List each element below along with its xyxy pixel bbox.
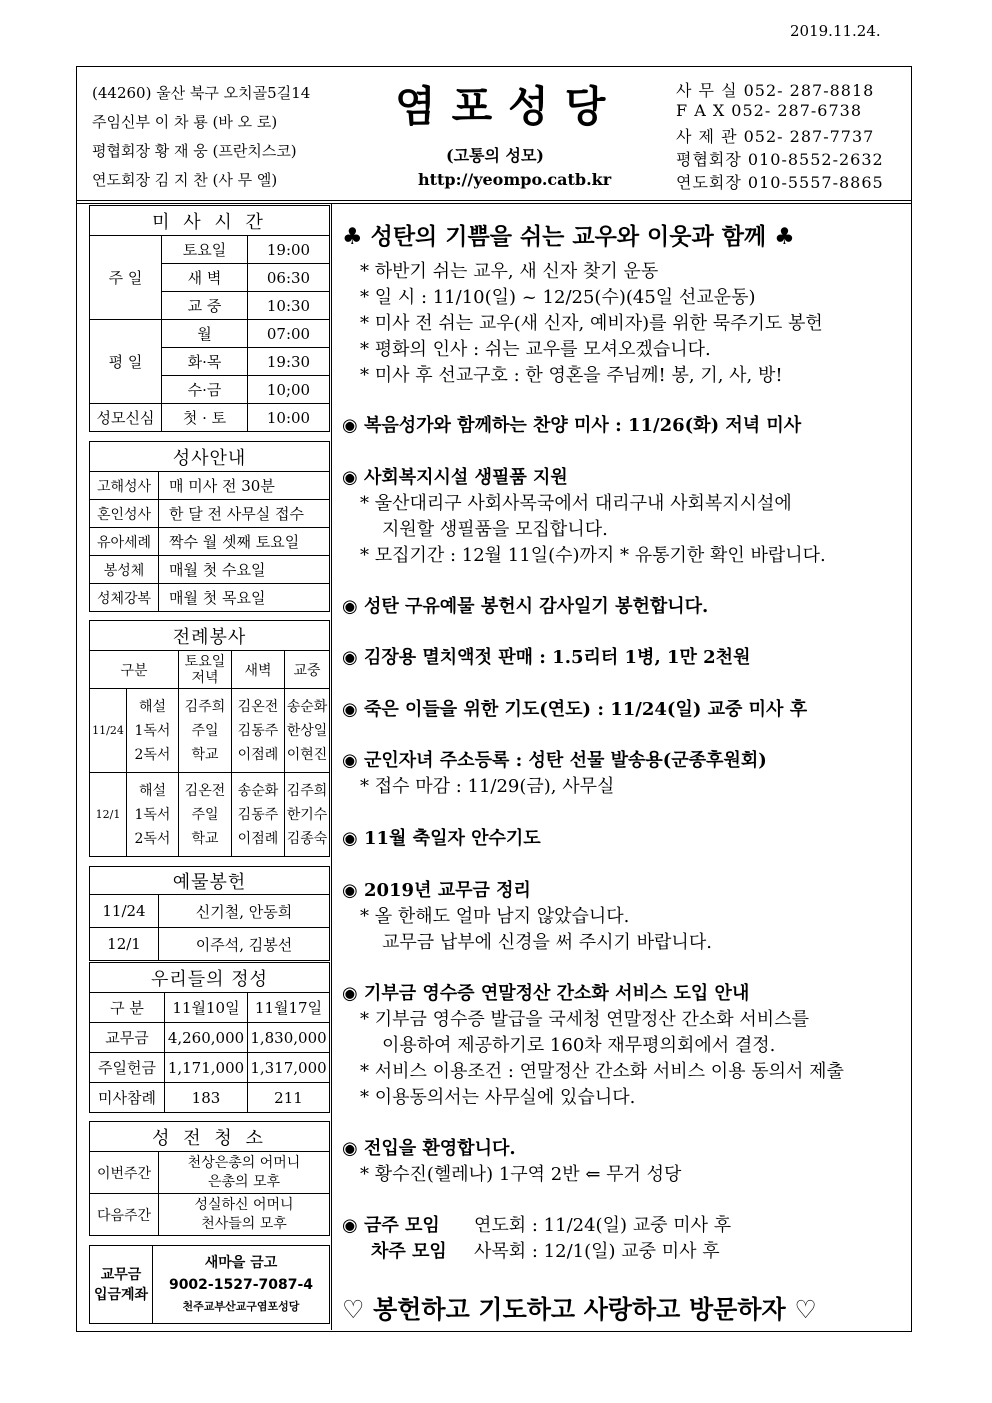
notice-line: * 접수 마감 : 11/29(금), 사무실: [360, 776, 615, 797]
contact-yeondo: 연도회장 010-5557-8865: [676, 173, 884, 192]
notice-meeting-next-week-text: 사목회 : 12/1(일) 교중 미사 후: [474, 1241, 720, 1262]
contact-council: 평협회장 010-8552-2632: [676, 150, 884, 169]
cleaning-week: 이번주간: [90, 1152, 159, 1194]
finance-value: 1,171,000: [165, 1053, 248, 1083]
server: 이점례: [237, 830, 279, 847]
role: 2독서: [134, 746, 171, 763]
mass-times-title: 미 사 시 간: [90, 206, 330, 236]
finance-head: 구 분: [90, 993, 165, 1023]
cleaning-table: [89, 1121, 330, 1236]
sacrament-name: 유아세례: [90, 528, 159, 556]
contact-fax: F A X 052- 287-6738: [676, 101, 862, 120]
finance-value: 183: [165, 1083, 248, 1113]
yeondo-president: 연도회장 김 지 찬 (사 무 엘): [92, 171, 278, 189]
liturgy-head-division: 구분: [90, 651, 179, 689]
account-bank: 새마을 금고: [204, 1254, 278, 1271]
server: 김주희: [184, 698, 226, 715]
sacrament-info: 매월 첫 수요일: [159, 556, 330, 584]
server: 학교: [191, 830, 219, 847]
liturgy-head-dawn: 새벽: [231, 651, 284, 689]
mass-time-value: 19:30: [248, 348, 330, 376]
server: 한상일: [286, 722, 328, 739]
sacrament-name: 봉성체: [90, 556, 159, 584]
server: 김동주: [237, 722, 279, 739]
role: 2독서: [134, 830, 171, 847]
sacrament-info: 매 미사 전 30분: [159, 472, 330, 500]
notice-anchovy-sale: ◉ 김장용 멸치액젓 판매 : 1.5리터 1병, 1만 2천원: [342, 647, 751, 668]
offering-date: 12/1: [90, 928, 159, 961]
notice-line: * 기부금 영수증 발급을 국세청 연말정산 간소화 서비스를: [360, 1009, 809, 1030]
server: 김온전: [237, 698, 279, 715]
server: 이현진: [286, 746, 328, 763]
notice-advent-title: ♣ 성탄의 기쁨을 쉬는 교우와 이웃과 함께 ♣: [342, 224, 795, 250]
notice-line: * 이용동의서는 사무실에 있습니다.: [360, 1087, 636, 1108]
finance-head: 11월17일: [248, 993, 330, 1023]
finance-value: 4,260,000: [165, 1023, 248, 1053]
server: 김종숙: [286, 830, 328, 847]
notice-line: 지원할 생필품을 모집합니다.: [382, 519, 608, 540]
mass-time-value: 10:30: [248, 292, 330, 320]
server: 한기수: [286, 806, 328, 823]
liturgy-date: 11/24: [90, 689, 127, 773]
council-president: 평협회장 황 재 웅 (프란치스코): [92, 142, 297, 160]
marian-time: 10:00: [248, 404, 330, 432]
cleaning-group: 천상은총의 어머니: [187, 1154, 301, 1171]
parish-subtitle: (고통의 성모): [446, 146, 544, 165]
contact-rectory: 사 제 관 052- 287-7737: [676, 127, 875, 146]
offering-table: [89, 866, 330, 961]
liturgy-head-main: 교중: [284, 651, 329, 689]
header-divider: [76, 200, 912, 201]
mass-times-table: [89, 205, 330, 432]
account-label: 교무금: [100, 1266, 142, 1283]
cleaning-group: 천사들의 모후: [201, 1215, 287, 1232]
mass-time-value: 06:30: [248, 264, 330, 292]
mass-time-label: 새 벽: [162, 264, 248, 292]
sacrament-name: 고해성사: [90, 472, 159, 500]
cleaning-title: 성 전 청 소: [90, 1122, 330, 1152]
notice-line: 이용하여 제공하기로 160차 재무평의회에서 결정.: [382, 1035, 776, 1056]
server: 김동주: [237, 806, 279, 823]
server: 주일: [191, 722, 219, 739]
column-divider: [331, 204, 332, 1330]
liturgy-table: [89, 620, 330, 857]
sacrament-name: 성체강복: [90, 584, 159, 612]
notice-nativity: ◉ 성탄 구유예물 봉헌시 감사일기 봉헌합니다.: [342, 596, 709, 617]
sacrament-info: 짝수 월 셋째 토요일: [159, 528, 330, 556]
notice-praise-mass: ◉ 복음성가와 함께하는 찬양 미사 : 11/26(화) 저녁 미사: [342, 415, 802, 436]
finance-label: 주일헌금: [90, 1053, 165, 1083]
mass-time-label: 월: [162, 320, 248, 348]
notice-line: * 서비스 이용조건 : 연말정산 간소화 서비스 이용 동의서 제출: [360, 1061, 844, 1082]
notice-line: * 평화의 인사 : 쉬는 교우를 모셔오겠습니다.: [360, 339, 711, 360]
liturgy-title: 전례봉사: [90, 621, 330, 651]
notice-military: ◉ 군인자녀 주소등록 : 성탄 선물 발송용(군종후원회): [342, 750, 767, 771]
notice-donation-receipt: ◉ 기부금 영수증 연말정산 간소화 서비스 도입 안내: [342, 983, 750, 1004]
notice-line: * 황수진(헬레나) 1구역 2반 ⇐ 무거 성당: [360, 1164, 682, 1185]
role: 해설: [138, 698, 167, 715]
notice-line: * 울산대리구 사회사목국에서 대리구내 사회복지시설에: [360, 493, 792, 514]
server: 김온전: [184, 782, 226, 799]
mass-weekday-label: 평 일: [90, 320, 162, 404]
sacraments-table: [89, 441, 330, 612]
mass-time-label: 교 중: [162, 292, 248, 320]
offering-names: 신기철, 안동희: [159, 895, 330, 928]
account-table: [89, 1245, 330, 1324]
sacrament-name: 혼인성사: [90, 500, 159, 528]
parish-title: 염포성당: [395, 82, 622, 131]
server: 이점례: [237, 746, 279, 763]
account-number[interactable]: 9002-1527-7087-4: [168, 1276, 314, 1293]
notice-line: * 하반기 쉬는 교우, 새 신자 찾기 운동: [360, 261, 659, 282]
role: 1독서: [134, 722, 171, 739]
notice-dues: ◉ 2019년 교무금 정리: [342, 880, 531, 901]
notice-meeting-this-week: ◉ 금주 모임: [342, 1215, 440, 1236]
finance-label: 미사참례: [90, 1083, 165, 1113]
mass-time-label: 수·금: [162, 376, 248, 404]
notice-line: * 일 시 : 11/10(일) ~ 12/25(수)(45일 선교운동): [360, 287, 756, 308]
notice-line: * 모집기간 : 12월 11일(수)까지 * 유통기한 확인 바랍니다.: [360, 545, 826, 566]
server: 학교: [191, 746, 219, 763]
mass-time-value: 10;00: [248, 376, 330, 404]
notice-welfare: ◉ 사회복지시설 생필품 지원: [342, 467, 568, 488]
server: 송순화: [237, 782, 279, 799]
notice-welcome: ◉ 전입을 환영합니다.: [342, 1138, 516, 1159]
liturgy-head-saturday: 토요일 저녁: [178, 651, 231, 689]
cleaning-group: 성실하신 어머니: [194, 1196, 294, 1213]
liturgy-date: 12/1: [90, 773, 127, 857]
notice-line: 교무금 납부에 신경을 써 주시기 바랍니다.: [382, 932, 712, 953]
finance-value: 211: [248, 1083, 330, 1113]
notice-meeting-next-week: 차주 모임: [371, 1241, 447, 1262]
notice-line: * 미사 전 쉬는 교우(새 신자, 예비자)를 위한 묵주기도 봉헌: [360, 313, 823, 334]
contact-office: 사 무 실 052- 287-8818: [676, 81, 875, 100]
finance-table: [89, 962, 330, 1113]
notice-line: * 미사 후 선교구호 : 한 영혼을 주님께! 봉, 기, 사, 방!: [360, 365, 783, 386]
mass-time-value: 19:00: [248, 236, 330, 264]
parish-url[interactable]: http://yeompo.catb.kr: [418, 170, 612, 189]
notice-meeting-this-week-text: 연도회 : 11/24(일) 교중 미사 후: [474, 1215, 732, 1236]
footer-motto: ♡ 봉헌하고 기도하고 사랑하고 방문하자 ♡: [342, 1295, 817, 1324]
notice-line: * 올 한해도 얼마 남지 않았습니다.: [360, 906, 630, 927]
finance-title: 우리들의 정성: [90, 963, 330, 993]
role: 1독서: [134, 806, 171, 823]
notice-blessing: ◉ 11월 축일자 안수기도: [342, 828, 541, 849]
server: 김주희: [286, 782, 328, 799]
role: 해설: [138, 782, 167, 799]
mass-time-label: 화·목: [162, 348, 248, 376]
header-divider-2: [76, 203, 912, 204]
bulletin-date: 2019.11.24.: [790, 22, 881, 40]
account-label: 입금계좌: [93, 1286, 149, 1303]
parish-address: (44260) 울산 북구 오치골5길14: [92, 84, 311, 102]
marian-day: 첫 · 토: [162, 404, 248, 432]
finance-label: 교무금: [90, 1023, 165, 1053]
notice-yeondo: ◉ 죽은 이들을 위한 기도(연도) : 11/24(일) 교중 미사 후: [342, 699, 808, 720]
offering-names: 이주석, 김봉선: [159, 928, 330, 961]
marian-label: 성모신심: [90, 404, 162, 432]
finance-head: 11월10일: [165, 993, 248, 1023]
mass-sunday-label: 주 일: [90, 236, 162, 320]
cleaning-group: 은총의 모후: [207, 1173, 281, 1190]
mass-time-value: 07:00: [248, 320, 330, 348]
sacrament-info: 매월 첫 목요일: [159, 584, 330, 612]
sacraments-title: 성사안내: [90, 442, 330, 472]
offering-title: 예물봉헌: [90, 867, 330, 895]
server: 송순화: [286, 698, 328, 715]
mass-time-label: 토요일: [162, 236, 248, 264]
finance-value: 1,830,000: [248, 1023, 330, 1053]
sacrament-info: 한 달 전 사무실 접수: [159, 500, 330, 528]
finance-value: 1,317,000: [248, 1053, 330, 1083]
offering-date: 11/24: [90, 895, 159, 928]
account-owner: 천주교부산교구염포성당: [182, 1299, 300, 1313]
cleaning-week: 다음주간: [90, 1194, 159, 1236]
server: 주일: [191, 806, 219, 823]
pastor: 주임신부 이 차 룡 (바 오 로): [92, 113, 278, 131]
